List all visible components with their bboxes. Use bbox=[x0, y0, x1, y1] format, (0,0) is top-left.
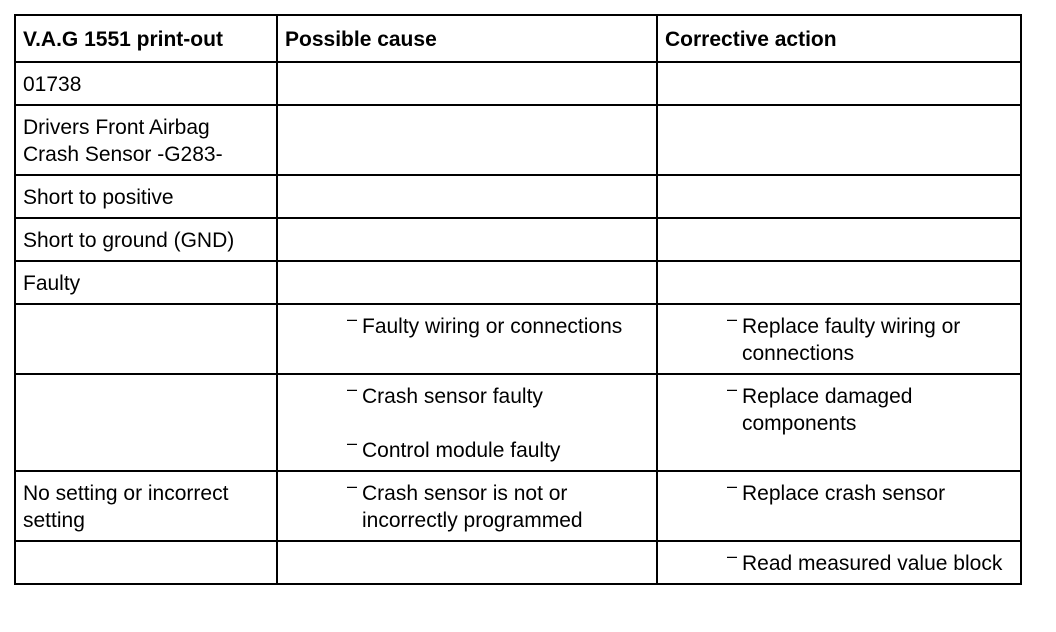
cause-text: Crash sensor is not or incorrectly programmed bbox=[362, 482, 583, 532]
cause-text: Control module faulty bbox=[362, 439, 561, 462]
table-row bbox=[15, 261, 1021, 304]
dash-bullet-icon: – bbox=[347, 379, 358, 399]
action-item bbox=[665, 379, 1014, 437]
action-cell bbox=[657, 541, 1021, 584]
action-cell bbox=[657, 105, 1021, 175]
table-row bbox=[15, 541, 1021, 584]
action-cell bbox=[657, 304, 1021, 374]
dash-bullet-icon: – bbox=[347, 476, 358, 496]
header-possible-cause: Possible cause bbox=[277, 15, 657, 62]
cause-text: Faulty wiring or connections bbox=[362, 315, 623, 338]
cause-cell bbox=[277, 541, 657, 584]
table-row bbox=[15, 304, 1021, 374]
cause-cell bbox=[277, 374, 657, 471]
table-row bbox=[15, 105, 1021, 175]
action-cell bbox=[657, 175, 1021, 218]
printout-cell: Drivers Front Airbag Crash Sensor -G283- bbox=[15, 105, 277, 175]
cause-cell bbox=[277, 105, 657, 175]
dash-bullet-icon: – bbox=[347, 433, 358, 453]
action-text: Replace crash sensor bbox=[742, 482, 946, 505]
action-cell bbox=[657, 471, 1021, 541]
cause-item bbox=[285, 379, 650, 410]
action-text: Read measured value block bbox=[742, 552, 1003, 575]
cause-text: Crash sensor faulty bbox=[362, 385, 543, 408]
cause-cell bbox=[277, 218, 657, 261]
cause-cell bbox=[277, 261, 657, 304]
printout-cell: Short to positive bbox=[15, 175, 277, 218]
action-item bbox=[665, 309, 1014, 367]
printout-cell: Faulty bbox=[15, 261, 277, 304]
action-cell bbox=[657, 218, 1021, 261]
cause-cell bbox=[277, 175, 657, 218]
action-cell bbox=[657, 261, 1021, 304]
dash-bullet-icon: – bbox=[727, 476, 738, 496]
diagnosis-table bbox=[14, 14, 1022, 585]
header-corrective-action: Corrective action bbox=[657, 15, 1021, 62]
action-item bbox=[665, 546, 1014, 577]
cause-cell bbox=[277, 62, 657, 105]
printout-cell: No setting or incorrect setting bbox=[15, 471, 277, 541]
cause-item bbox=[285, 476, 650, 534]
dash-bullet-icon: – bbox=[347, 309, 358, 329]
cause-item bbox=[285, 433, 650, 464]
action-cell bbox=[657, 62, 1021, 105]
dash-bullet-icon: – bbox=[727, 546, 738, 566]
action-item bbox=[665, 476, 1014, 507]
table-row bbox=[15, 471, 1021, 541]
action-text: Replace damaged components bbox=[742, 385, 913, 435]
table-row bbox=[15, 374, 1021, 471]
printout-cell: Short to ground (GND) bbox=[15, 218, 277, 261]
printout-cell bbox=[15, 304, 277, 374]
table-row bbox=[15, 218, 1021, 261]
cause-cell bbox=[277, 304, 657, 374]
dash-bullet-icon: – bbox=[727, 309, 738, 329]
printout-cell: 01738 bbox=[15, 62, 277, 105]
table-header-row bbox=[15, 15, 1021, 62]
dash-bullet-icon: – bbox=[727, 379, 738, 399]
printout-cell bbox=[15, 541, 277, 584]
table-row bbox=[15, 175, 1021, 218]
header-printout: V.A.G 1551 print-out bbox=[15, 15, 277, 62]
cause-cell bbox=[277, 471, 657, 541]
cause-item bbox=[285, 309, 650, 340]
action-cell bbox=[657, 374, 1021, 471]
printout-cell bbox=[15, 374, 277, 471]
action-text: Replace faulty wiring or connections bbox=[742, 315, 961, 365]
table-row bbox=[15, 62, 1021, 105]
